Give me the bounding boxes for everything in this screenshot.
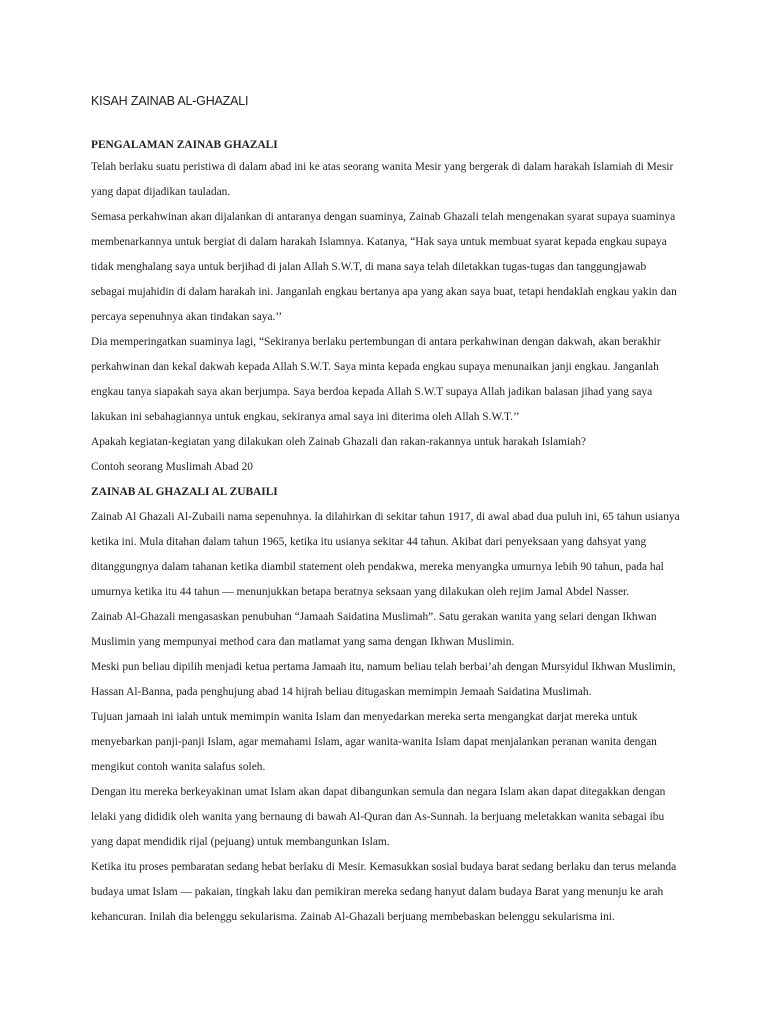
paragraph-line: menyebarkan panji-panji Islam, agar memahami Islam, agar wanita-wanita Islam dapat menjalankan peranan wanita dengan <box>91 736 657 748</box>
paragraph-line: Zainab Al-Ghazali mengasaskan penubuhan “Jamaah Saidatina Muslimah”. Satu gerakan wanita yang selari dengan Ikhwan <box>91 611 657 623</box>
paragraph-line: Tujuan jamaah ini ialah untuk memimpin wanita Islam dan menyedarkan mereka serta mengangkat darjat mereka untuk <box>91 711 638 723</box>
paragraph-line: Ketika itu proses pembaratan sedang hebat berlaku di Mesir. Kemasukkan sosial budaya barat sedang berlaku dan terus melanda <box>91 861 677 873</box>
paragraph-line: tidak menghalang saya untuk berjihad di jalan Allah S.W.T, di mana saya telah diletakkan tugas-tugas dan tanggungjawab <box>91 261 647 273</box>
paragraph-line: lelaki yang dididik oleh wanita yang bernaung di bawah Al-Quran dan As-Sunnah. la berjuang meletakkan wanita sebagai ibu <box>91 811 665 823</box>
paragraph-line: Hassan Al-Banna, pada penghujung abad 14 hijrah beliau ditugaskan memimpin Jemaah Saidatina Muslimah. <box>91 686 592 698</box>
paragraph-line: Telah berlaku suatu peristiwa di dalam abad ini ke atas seorang wanita Mesir yang bergerak di dalam harakah Islamiah di Mesir <box>91 161 674 173</box>
paragraph-line: Meski pun beliau dipilih menjadi ketua pertama Jamaah itu, namum beliau telah berbai’ah dengan Mursyidul Ikhwan Muslimin, <box>91 661 676 673</box>
paragraph-line: perkahwinan dan kekal dakwah kepada Allah S.W.T. Saya minta kepada engkau supaya menunaikan janji engkau. Janganlah <box>91 361 659 373</box>
paragraph-line: ketika ini. Mula ditahan dalam tahun 1965, ketika itu usianya sekitar 44 tahun. Akibat dari penyeksaan yang dahsyat yang <box>91 536 647 548</box>
paragraph-line: Dia memperingatkan suaminya lagi, “Sekiranya berlaku pertembungan di antara perkahwinan dengan dakwah, akan berakhir <box>91 336 661 348</box>
paragraph-line: Zainab Al Ghazali Al-Zubaili nama sepenuhnya. la dilahirkan di sekitar tahun 1917, di awal abad dua puluh ini, 65 tahun usianya <box>91 511 680 523</box>
paragraph-line: Contoh seorang Muslimah Abad 20 <box>91 461 253 473</box>
paragraph-line: mengikut contoh wanita salafus soleh. <box>91 761 266 773</box>
paragraph-line: kehancuran. Inilah dia belenggu sekularisma. Zainab Al-Ghazali berjuang membebaskan belenggu sekularisma ini. <box>91 911 615 923</box>
paragraph-line: sebagai mujahidin di dalam harakah ini. Janganlah engkau bertanya apa yang akan saya buat, tetapi hendaklah engkau yakin dan <box>91 286 677 298</box>
paragraph-line: membenarkannya untuk bergiat di dalam harakah Islamnya. Katanya, “Hak saya untuk membuat syarat kepada engkau supaya <box>91 236 667 248</box>
paragraph-line: lakukan ini sebahagiannya untuk engkau, sekiranya amal saya ini diterima oleh Allah S.W.T.’’ <box>91 411 520 423</box>
paragraph-line: Dengan itu mereka berkeyakinan umat Islam akan dapat dibangunkan semula dan negara Islam akan dapat ditegakkan dengan <box>91 786 666 798</box>
section-heading: ZAINAB AL GHAZALI AL ZUBAILI <box>91 486 278 498</box>
paragraph-line: percaya sepenuhnya akan tindakan saya.’’ <box>91 311 283 323</box>
paragraph-line: ditanggungnya dalam tahanan ketika diambil statement oleh pendakwa, mereka menyangka umurnya lebih 90 tahun, pada hal <box>91 561 664 573</box>
paragraph-line: yang dapat dijadikan tauladan. <box>91 186 231 198</box>
paragraph-line: Apakah kegiatan-kegiatan yang dilakukan oleh Zainab Ghazali dan rakan-rakannya untuk harakah Islamiah? <box>91 436 586 448</box>
document-title: KISAH ZAINAB AL-GHAZALI <box>91 94 249 108</box>
paragraph-line: Muslimin yang mempunyai method cara dan matlamat yang sama dengan Ikhwan Muslimin. <box>91 636 515 648</box>
paragraph-line: Semasa perkahwinan akan dijalankan di antaranya dengan suaminya, Zainab Ghazali telah mengenakan syarat supaya suaminya <box>91 211 676 223</box>
section-heading: PENGALAMAN ZAINAB GHAZALI <box>91 139 278 151</box>
paragraph-line: budaya umat Islam — pakaian, tingkah laku dan pemikiran mereka sedang hanyut dalam budaya Barat yang menunju ke arah <box>91 886 664 898</box>
paragraph-line: yang dapat mendidik rijal (pejuang) untuk membangunkan Islam. <box>91 836 390 848</box>
paragraph-line: engkau tanya siapakah saya akan berjumpa. Saya berdoa kepada Allah S.W.T supaya Allah jadikan balasan jihad yang saya <box>91 386 653 398</box>
paragraph-line: umurnya ketika itu 44 tahun — menunjukkan betapa beratnya seksaan yang dilakukan oleh rejim Jamal Abdel Nasser. <box>91 586 630 598</box>
